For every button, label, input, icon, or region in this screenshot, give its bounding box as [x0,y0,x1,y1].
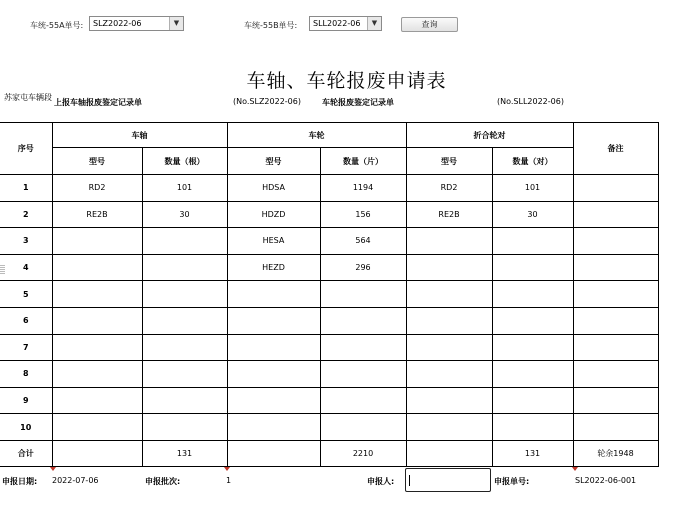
cell-wheel-model [227,387,320,414]
batch-label: 申报批次: [145,477,181,486]
cell-wheel-model: HDSA [227,175,320,202]
table-row [0,414,658,441]
total-pair-model [406,440,492,466]
cell-axle-model: RE2B [52,201,142,228]
cell-pair-qty [492,387,573,414]
cell-wheel-model: HDZD [227,201,320,228]
cell-pair-model: RD2 [406,175,492,202]
cell-seq: 10 [0,414,52,441]
header-pair: 折合轮对 [406,123,573,148]
table-row [0,201,658,228]
table-row [0,361,658,388]
cell-axle-qty [142,361,227,388]
table-row [0,254,658,281]
cell-axle-qty [142,281,227,308]
applicant-input[interactable] [405,468,491,492]
cell-wheel-model [227,361,320,388]
cell-seq: 3 [0,228,52,255]
cell-axle-qty [142,387,227,414]
cell-seq: 8 [0,361,52,388]
cell-wheel-model: HEZD [227,254,320,281]
cell-remark [573,334,658,361]
cell-wheel-qty: 564 [320,228,406,255]
cell-pair-qty [492,254,573,281]
cell-wheel-qty [320,334,406,361]
cell-pair-model [406,387,492,414]
cell-pair-qty [492,228,573,255]
cell-pair-model [406,281,492,308]
required-marker-icon [572,467,578,471]
required-marker-icon [50,467,56,471]
header-axle-model: 型号 [52,148,142,175]
cell-remark [573,228,658,255]
cell-axle-model [52,254,142,281]
header-wheel-model: 型号 [227,148,320,175]
cell-axle-qty [142,334,227,361]
cell-wheel-qty: 156 [320,201,406,228]
header-seq: 序号 [0,123,52,175]
cell-remark [573,254,658,281]
cell-pair-model [406,307,492,334]
table-row [0,228,658,255]
applicant-label: 申报人: [367,477,395,486]
scrap-table [0,122,659,467]
total-wheel-qty: 2210 [320,440,406,466]
order-value: SL2022-06-001 [575,476,637,485]
cell-wheel-model [227,281,320,308]
cell-axle-qty [142,228,227,255]
cell-axle-model [52,334,142,361]
chevron-down-icon[interactable]: ▼ [367,17,381,30]
cell-axle-qty [142,254,227,281]
query-button[interactable]: 查询 [401,17,458,32]
total-axle-qty: 131 [142,440,227,466]
required-marker-icon [224,467,230,471]
total-remark: 轮余1948 [573,440,658,466]
header-axle: 车轴 [52,123,227,148]
date-label: 申报日期: [2,477,38,486]
cell-axle-model [52,387,142,414]
cell-pair-model: RE2B [406,201,492,228]
cell-remark [573,387,658,414]
cell-pair-qty [492,414,573,441]
cell-wheel-model [227,307,320,334]
wheel-record-label: 车轮报废鉴定记录单 [322,98,394,107]
cell-seq: 4 [0,254,52,281]
axle-record-label: 上报车轴报废鉴定记录单 [54,98,142,107]
header-pair-qty: 数量（对） [492,148,573,175]
total-pair-qty: 131 [492,440,573,466]
header-remark: 备注 [573,123,658,175]
table-row [0,334,658,361]
field2-label: 车统-55B单号: [244,21,298,30]
query-bar [0,0,693,58]
cell-wheel-model: HESA [227,228,320,255]
cell-axle-qty [142,307,227,334]
cell-wheel-qty [320,361,406,388]
cell-wheel-model [227,334,320,361]
cell-axle-qty [142,414,227,441]
header-axle-qty: 数量（根） [142,148,227,175]
cell-seq: 7 [0,334,52,361]
field2-value: SLL2022-06 [313,19,361,28]
cell-remark [573,414,658,441]
table-row [0,175,658,202]
cell-axle-model [52,361,142,388]
table-row [0,387,658,414]
total-wheel-model [227,440,320,466]
batch-value: 1 [226,476,232,485]
cell-wheel-qty [320,281,406,308]
cell-axle-qty: 30 [142,201,227,228]
total-label: 合计 [0,440,52,466]
cell-pair-qty: 30 [492,201,573,228]
cell-pair-model [406,334,492,361]
cell-axle-model [52,228,142,255]
cell-wheel-qty [320,387,406,414]
field1-label: 车统-55A单号: [30,21,84,30]
field2-select[interactable] [309,16,382,31]
cell-pair-model [406,361,492,388]
cell-seq: 9 [0,387,52,414]
axle-record-no: (No.SLZ2022-06) [233,97,301,106]
cell-pair-qty [492,281,573,308]
cell-pair-qty [492,307,573,334]
cell-pair-qty [492,361,573,388]
cell-pair-qty [492,334,573,361]
table-row [0,281,658,308]
cell-seq: 6 [0,307,52,334]
order-label: 申报单号: [494,477,530,486]
cell-seq: 1 [0,175,52,202]
cell-seq: 2 [0,201,52,228]
field1-value: SLZ2022-06 [93,19,142,28]
cell-axle-model [52,281,142,308]
cell-wheel-qty [320,307,406,334]
cell-pair-model [406,254,492,281]
cell-remark [573,175,658,202]
cell-pair-model [406,228,492,255]
cell-remark [573,361,658,388]
cell-wheel-qty [320,414,406,441]
cell-axle-qty: 101 [142,175,227,202]
table-row [0,307,658,334]
total-row [0,440,658,466]
cell-pair-model [406,414,492,441]
cell-remark [573,307,658,334]
cell-axle-model [52,414,142,441]
station-name: 苏家屯车辆段 [4,93,52,102]
cell-axle-model [52,307,142,334]
cell-remark [573,281,658,308]
header-wheel-qty: 数量（片） [320,148,406,175]
field1-select[interactable] [89,16,184,31]
cell-pair-qty: 101 [492,175,573,202]
cell-seq: 5 [0,281,52,308]
date-value: 2022-07-06 [52,476,99,485]
cell-wheel-model [227,414,320,441]
total-axle-model [52,440,142,466]
text-caret [409,475,410,486]
cell-axle-model: RD2 [52,175,142,202]
cell-remark [573,201,658,228]
page-title: 车轴、车轮报废申请表 [246,70,447,92]
cell-wheel-qty: 1194 [320,175,406,202]
chevron-down-icon[interactable]: ▼ [169,17,183,30]
header-pair-model: 型号 [406,148,492,175]
header-wheel: 车轮 [227,123,406,148]
cell-wheel-qty: 296 [320,254,406,281]
wheel-record-no: (No.SLL2022-06) [497,97,564,106]
